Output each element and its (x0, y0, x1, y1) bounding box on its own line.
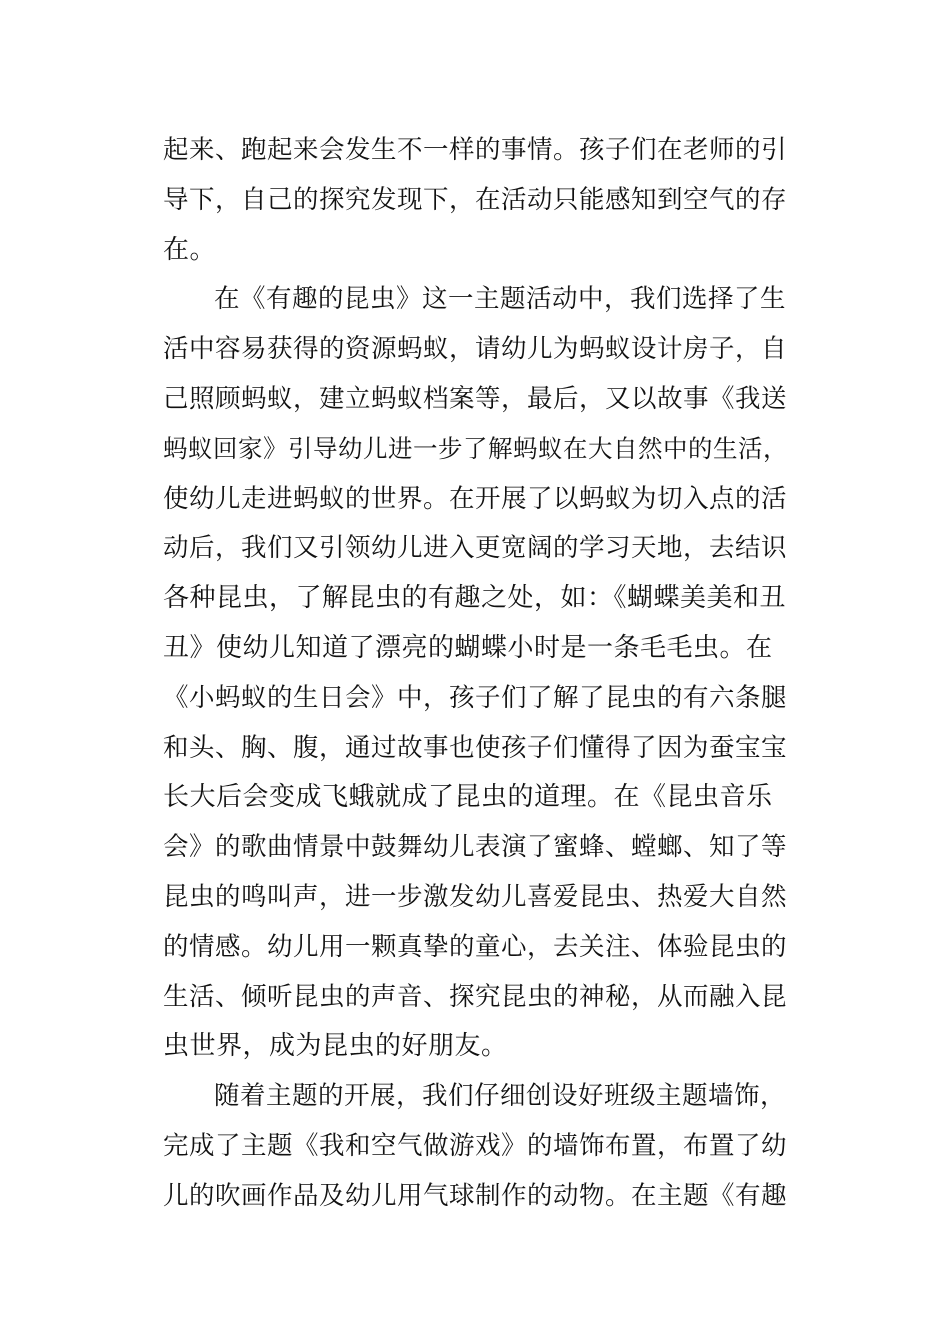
text-line: 《小蚂蚁的生日会》中，孩子们了解了昆虫的有六条腿 (163, 683, 788, 713)
text-line: 使幼儿走进蚂蚁的世界。在开展了以蚂蚁为切入点的活 (163, 484, 788, 514)
text-line: 各种昆虫，了解昆虫的有趣之处，如：《蝴蝶美美和丑 (163, 583, 787, 613)
paragraph-start-line: 随着主题的开展，我们仔细创设好班级主题墙饰， (214, 1081, 787, 1111)
text-line: 起来、跑起来会发生不一样的事情。孩子们在老师的引 (163, 135, 788, 165)
text-line: 生活、倾听昆虫的声音、探究昆虫的神秘，从而融入昆 (163, 982, 788, 1012)
paragraph-start-line: 在《有趣的昆虫》这一主题活动中，我们选择了生 (214, 284, 787, 314)
text-line: 己照顾蚂蚁，建立蚂蚁档案等，最后，又以故事《我送 (163, 384, 788, 414)
text-line: 长大后会变成飞蛾就成了昆虫的道理。在《昆虫音乐 (163, 782, 773, 812)
text-line: 昆虫的鸣叫声，进一步激发幼儿喜爱昆虫、热爱大自然 (163, 882, 788, 912)
text-line: 虫世界，成为昆虫的好朋友。 (163, 1031, 508, 1061)
text-line: 儿的吹画作品及幼儿用气球制作的动物。在主题《有趣 (163, 1181, 788, 1211)
text-line: 在。 (163, 235, 217, 265)
text-line: 的情感。幼儿用一颗真挚的童心，去关注、体验昆虫的 (163, 932, 788, 962)
text-line: 活中容易获得的资源蚂蚁，请幼儿为蚂蚁设计房子，自 (163, 334, 788, 364)
text-line: 动后，我们又引领幼儿进入更宽阔的学习天地，去结识 (163, 533, 788, 563)
text-line: 蚂蚁回家》引导幼儿进一步了解蚂蚁在大自然中的生活， (163, 434, 788, 463)
text-line: 丑》使幼儿知道了漂亮的蝴蝶小时是一条毛毛虫。在 (163, 633, 773, 663)
text-line: 导下，自己的探究发现下，在活动只能感知到空气的存 (163, 185, 788, 215)
text-line: 会》的歌曲情景中鼓舞幼儿表演了蜜蜂、螳螂、知了等 (163, 832, 788, 862)
text-line: 和头、胸、腹，通过故事也使孩子们懂得了因为蚕宝宝 (163, 733, 788, 763)
text-line: 完成了主题《我和空气做游戏》的墙饰布置，布置了幼 (163, 1131, 788, 1161)
